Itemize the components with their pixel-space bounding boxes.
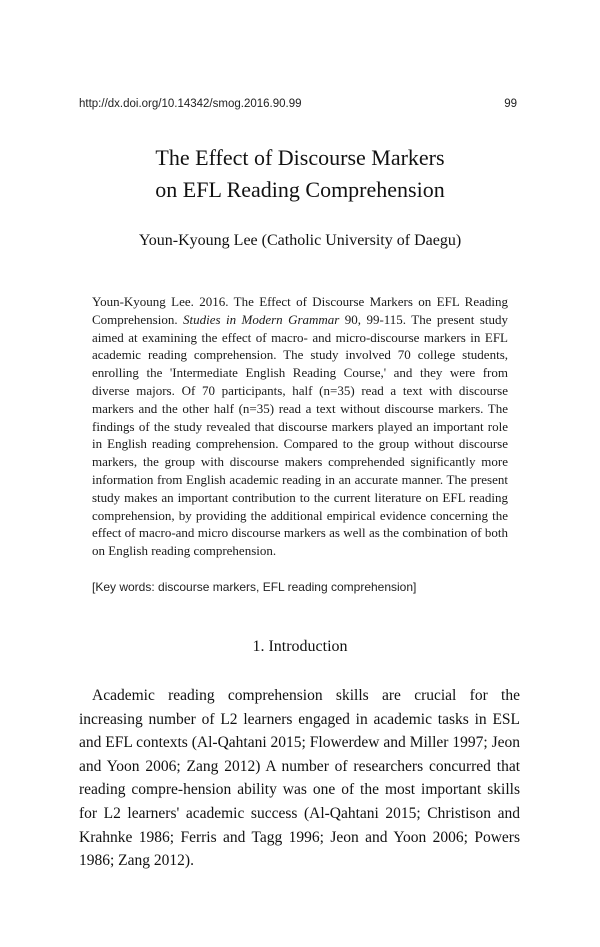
journal-name: Studies in Modern Grammar bbox=[183, 311, 340, 327]
citation-suffix: 90, 99-115. bbox=[339, 311, 412, 327]
introduction-body bbox=[79, 684, 520, 873]
keywords: [Key words: discourse markers, EFL reading comprehension] bbox=[92, 580, 417, 594]
doi-link[interactable]: http://dx.doi.org/10.14342/smog.2016.90.99 bbox=[79, 98, 302, 110]
abstract-body: The present study aimed at examining the effect of macro- and micro-discourse markers in EFL academic reading comprehension. The study involved 70 college students, enrolling the 'Intermediate English Reading Course,' and they were from diverse majors. Of 70 participants, half (n=35) read a text with discourse markers and the other half (n=35) read a text without discourse markers. The findings of the study revealed that discourse markers played an important role in English reading comprehension. Compared to the group without discourse markers, the group with discourse makers comprehended significantly more information from English academic reading in an accurate manner. The present study makes an important contribution to the current literature on EFL reading comprehension, by providing the additional empirical evidence concerning the effect of macro-and micro discourse markers as well as the combination of both on English reading comprehension. bbox=[92, 311, 509, 559]
abstract-paragraph bbox=[92, 293, 508, 560]
abstract bbox=[92, 293, 508, 560]
title-line-2: on EFL Reading Comprehension bbox=[155, 177, 445, 202]
section-heading: 1. Introduction bbox=[252, 638, 348, 655]
intro-paragraph: Academic reading comprehension skills are crucial for the increasing number of L2 learners engaged in academic tasks in ESL and EFL contexts (Al-Qahtani 2015; Flowerdew and Miller 1997; Jeon and Yoon 2006; Zang 2012) A number of researchers concurred that reading compre-hension ability was one of the most important skills for L2 learners' academic success (Al-Qahtani 2015; Christison and Krahnke 1986; Ferris and Tagg 1996; Jeon and Yoon 2006; Powers 1986; Zang 2012). bbox=[79, 687, 520, 870]
paper-title bbox=[0, 142, 600, 206]
title-line-1: The Effect of Discourse Markers bbox=[155, 145, 445, 170]
author-line: Youn-Kyoung Lee (Catholic University of Daegu) bbox=[138, 232, 462, 249]
citation-prefix: Youn-Kyoung Lee. 2016. The Effect of Discourse Markers on EFL Reading Comprehension. bbox=[92, 294, 508, 327]
page-number: 99 bbox=[504, 98, 517, 110]
